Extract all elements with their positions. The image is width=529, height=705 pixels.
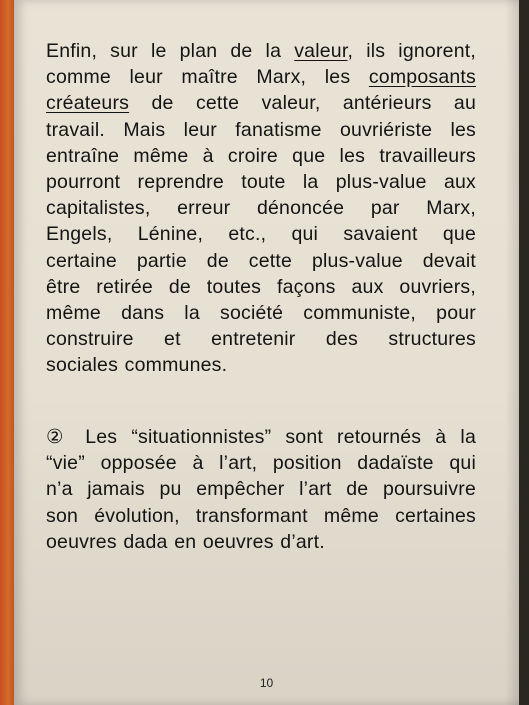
text-line: ② Les “situationnistes” sont retournés à la [46, 426, 476, 448]
text-line: être retirée de toutes façons aux ouvriers, [46, 275, 476, 298]
paragraph-2 [46, 424, 476, 555]
paragraph-1 [46, 38, 476, 379]
footnote-marker: ② [46, 426, 72, 448]
underlined-word: composants [368, 66, 476, 89]
text-line: capitalistes, erreur dénoncée par Marx, [46, 197, 476, 220]
page-number: 10 [259, 676, 274, 690]
text-line: sociales communes. [46, 354, 228, 377]
text-line: n’a jamais pu empêcher l’art de poursuivre [46, 478, 476, 501]
text-line: certaine partie de cette plus-value devait [46, 249, 476, 272]
text-line: créateurs de cette valeur, antérieurs au [46, 92, 476, 115]
text-line: Enfin, sur le plan de la valeur, ils ignorent, [46, 40, 476, 62]
text-line: entraîne même à croire que les travailleurs [46, 144, 476, 167]
underlined-word: créateurs [46, 92, 130, 115]
text-line: même dans la société communiste, pour [46, 302, 476, 325]
text-line: construire et entretenir des structures [46, 328, 476, 351]
text-line: oeuvres dada en oeuvres d’art. [46, 530, 325, 553]
underlined-word: valeur [294, 40, 348, 62]
text-line: son évolution, transformant même certaines [46, 504, 476, 527]
text-line: pourront reprendre toute la plus-value aux [46, 171, 476, 194]
text-line: travail. Mais leur fanatisme ouvriériste les [46, 118, 476, 141]
text-line: comme leur maître Marx, les composants [46, 66, 476, 89]
text-line: Engels, Lénine, etc., qui savaient que [46, 223, 476, 246]
book-page [14, 0, 519, 705]
text-line: “vie” opposée à l’art, position dadaïste qui [46, 452, 476, 475]
